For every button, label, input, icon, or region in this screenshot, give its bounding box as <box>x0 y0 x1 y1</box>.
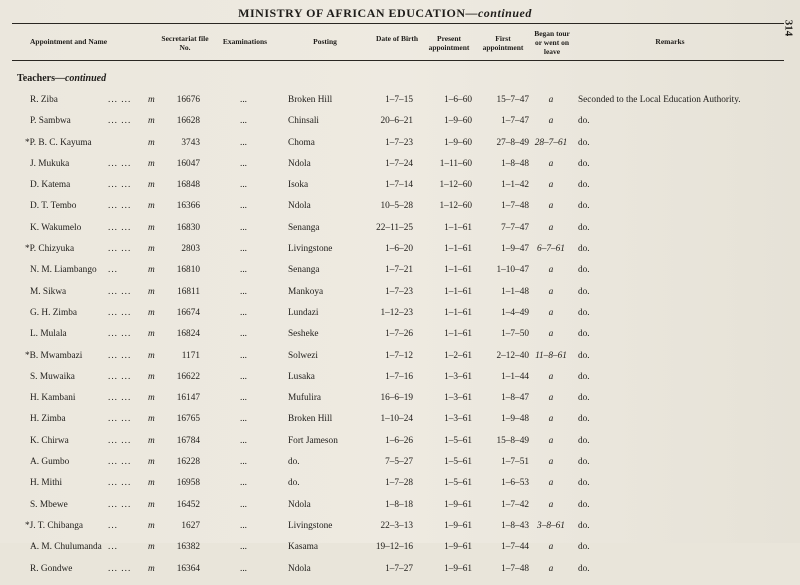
file-no-cell: 16676 <box>176 95 200 105</box>
first-appointment-cell: 1–7–42 <box>501 499 529 510</box>
remarks-cell: do. <box>578 542 590 553</box>
table-row <box>0 287 800 308</box>
leader-dots: ... ... <box>108 457 132 468</box>
remarks-cell: do. <box>578 350 590 361</box>
name-cell: M. Sikwa <box>30 286 67 297</box>
examinations-cell: ... <box>240 116 247 127</box>
table-row <box>0 564 800 585</box>
name-cell: S. Mbewe <box>30 499 68 510</box>
tour-cell: 11–8–61 <box>535 350 567 361</box>
present-appointment-cell: 1–9–61 <box>444 563 472 574</box>
file-no-cell: 2803 <box>181 244 200 255</box>
present-appointment-cell: 1–9–60 <box>444 137 472 148</box>
posting-cell: do. <box>288 457 300 468</box>
section-suffix: —continued <box>54 73 107 84</box>
table-row <box>0 457 800 478</box>
sex-cell: m <box>148 286 155 297</box>
first-appointment-cell: 1–1–48 <box>501 286 529 297</box>
dob-cell: 1–7–12 <box>385 350 413 361</box>
col-header-dob: Date of Birth <box>375 34 419 43</box>
examinations-cell: ... <box>240 222 247 233</box>
first-appointment-cell: 15–8–49 <box>496 435 529 446</box>
file-no-cell: 16147 <box>176 393 200 404</box>
sex-cell: m <box>148 95 155 105</box>
posting-cell: Broken Hill <box>288 95 333 105</box>
file-no-cell: 16958 <box>176 478 200 489</box>
posting-cell: Ndola <box>288 201 311 212</box>
posting-cell: Mufulira <box>288 393 322 404</box>
table-row <box>0 521 800 542</box>
remarks-cell: do. <box>578 499 590 510</box>
name-cell: *J. T. Chibanga <box>25 520 84 531</box>
present-appointment-cell: 1–1–61 <box>444 244 472 255</box>
table-row <box>0 329 800 350</box>
remarks-cell: do. <box>578 393 590 404</box>
remarks-cell: do. <box>578 329 590 340</box>
page-number: 314 <box>781 19 794 37</box>
present-appointment-cell: 1–5–61 <box>444 435 472 446</box>
staff-table <box>0 95 800 585</box>
remarks-cell: do. <box>578 180 590 191</box>
name-cell: *P. B. C. Kayuma <box>25 137 92 148</box>
sex-cell: m <box>148 393 155 404</box>
examinations-cell: ... <box>240 180 247 191</box>
name-cell: H. Mithi <box>30 478 63 489</box>
first-appointment-cell: 27–8–49 <box>496 137 529 148</box>
header-rule <box>12 60 784 61</box>
leader-dots: ... ... <box>108 116 132 127</box>
examinations-cell: ... <box>240 371 247 382</box>
table-row <box>0 138 800 159</box>
col-header-posting: Posting <box>313 37 337 46</box>
posting-cell: Choma <box>288 137 315 148</box>
sex-cell: m <box>148 350 155 361</box>
present-appointment-cell: 1–9–60 <box>444 116 472 127</box>
leader-dots: ... ... <box>108 286 132 297</box>
file-no-cell: 16366 <box>176 201 200 212</box>
file-no-cell: 16382 <box>176 542 200 553</box>
posting-cell: Livingstone <box>288 244 333 255</box>
examinations-cell: ... <box>240 307 247 318</box>
sex-cell: m <box>148 180 155 191</box>
table-row <box>0 116 800 137</box>
leader-dots: ... ... <box>108 478 132 489</box>
remarks-cell: do. <box>578 222 590 233</box>
posting-cell: Ndola <box>288 158 311 169</box>
table-row <box>0 542 800 563</box>
dob-cell: 1–6–26 <box>385 435 413 446</box>
col-header-examinations: Examinations <box>222 37 268 46</box>
posting-cell: Lusaka <box>288 371 315 382</box>
name-cell: *P. Chizyuka <box>25 244 75 255</box>
sex-cell: m <box>148 137 155 148</box>
table-row <box>0 180 800 201</box>
first-appointment-cell: 1–10–47 <box>496 265 529 276</box>
tour-cell: a <box>548 286 554 297</box>
name-cell: H. Zimba <box>30 414 66 425</box>
file-no-cell: 16452 <box>176 499 200 510</box>
first-appointment-cell: 1–7–50 <box>501 329 529 340</box>
tour-cell: 6–7–61 <box>537 244 565 255</box>
dob-cell: 20–6–21 <box>380 116 413 127</box>
name-cell: L. Mulala <box>30 329 67 340</box>
present-appointment-cell: 1–5–61 <box>444 478 472 489</box>
tour-cell: a <box>548 222 554 233</box>
name-cell: A. M. Chulumanda <box>30 542 102 553</box>
tour-cell: a <box>548 265 554 276</box>
table-row <box>0 223 800 244</box>
file-no-cell: 16811 <box>177 286 200 297</box>
table-row <box>0 201 800 222</box>
table-row <box>0 500 800 521</box>
examinations-cell: ... <box>240 286 247 297</box>
present-appointment-cell: 1–9–61 <box>444 520 472 531</box>
tour-cell: a <box>548 307 554 318</box>
examinations-cell: ... <box>240 350 247 361</box>
name-cell: K. Chirwa <box>30 435 69 446</box>
tour-cell: a <box>548 116 554 127</box>
table-row <box>0 308 800 329</box>
leader-dots: ... ... <box>108 95 132 105</box>
col-header-secretariat: Secretariat file No. <box>161 34 209 52</box>
examinations-cell: ... <box>240 265 247 276</box>
dob-cell: 16–6–19 <box>380 393 413 404</box>
dob-cell: 1–7–21 <box>385 265 413 276</box>
remarks-cell: do. <box>578 158 590 169</box>
first-appointment-cell: 1–7–51 <box>501 457 529 468</box>
tour-cell: 28–7–61 <box>534 137 568 148</box>
name-cell: H. Kambani <box>30 393 76 404</box>
name-cell: *B. Mwambazi <box>25 350 83 361</box>
examinations-cell: ... <box>240 499 247 510</box>
first-appointment-cell: 15–7–47 <box>496 95 529 105</box>
sex-cell: m <box>148 244 155 255</box>
first-appointment-cell: 1–7–48 <box>501 563 529 574</box>
present-appointment-cell: 1–11–60 <box>439 158 472 169</box>
file-no-cell: 16047 <box>176 158 200 169</box>
col-header-first: First appointment <box>482 34 524 52</box>
examinations-cell: ... <box>240 563 247 574</box>
dob-cell: 1–7–15 <box>385 95 413 105</box>
table-row <box>0 393 800 414</box>
first-appointment-cell: 1–1–44 <box>501 371 529 382</box>
leader-dots: ... ... <box>108 329 132 340</box>
leader-dots: ... <box>108 542 118 553</box>
remarks-cell: do. <box>578 201 590 212</box>
tour-cell: 3–8–61 <box>537 520 565 531</box>
remarks-cell: Seconded to the Local Education Authority. <box>578 95 741 105</box>
sex-cell: m <box>148 520 155 531</box>
file-no-cell: 16848 <box>176 180 200 191</box>
tour-cell: a <box>548 435 554 446</box>
dob-cell: 1–7–26 <box>385 329 413 340</box>
table-row <box>0 414 800 435</box>
name-cell: A. Gumbo <box>30 457 70 468</box>
name-cell: P. Sambwa <box>30 116 71 127</box>
first-appointment-cell: 1–6–53 <box>501 478 529 489</box>
name-cell: D. T. Tembo <box>30 201 77 212</box>
first-appointment-cell: 1–8–47 <box>501 393 529 404</box>
dob-cell: 1–12–23 <box>380 307 413 318</box>
sex-cell: m <box>148 478 155 489</box>
leader-dots: ... ... <box>108 393 132 404</box>
sex-cell: m <box>148 371 155 382</box>
examinations-cell: ... <box>240 329 247 340</box>
remarks-cell: do. <box>578 414 590 425</box>
remarks-cell: do. <box>578 520 590 531</box>
tour-cell: a <box>548 201 554 212</box>
file-no-cell: 1171 <box>181 350 200 361</box>
present-appointment-cell: 1–5–61 <box>444 457 472 468</box>
tour-cell: a <box>548 158 554 169</box>
first-appointment-cell: 1–4–49 <box>501 307 529 318</box>
present-appointment-cell: 1–1–61 <box>444 307 472 318</box>
posting-cell: Ndola <box>288 563 311 574</box>
posting-cell: Lundazi <box>288 307 319 318</box>
file-no-cell: 16674 <box>176 307 200 318</box>
present-appointment-cell: 1–3–61 <box>444 414 472 425</box>
first-appointment-cell: 1–8–48 <box>501 158 529 169</box>
remarks-cell: do. <box>578 307 590 318</box>
examinations-cell: ... <box>240 95 247 105</box>
title-text: MINISTRY OF AFRICAN EDUCATION <box>238 6 466 20</box>
first-appointment-cell: 1–7–48 <box>501 201 529 212</box>
dob-cell: 10–5–28 <box>380 201 413 212</box>
file-no-cell: 16765 <box>176 414 200 425</box>
dob-cell: 1–6–20 <box>385 244 413 255</box>
remarks-cell: do. <box>578 116 590 127</box>
table-row <box>0 95 800 116</box>
sex-cell: m <box>148 563 155 574</box>
leader-dots: ... ... <box>108 435 132 446</box>
tour-cell: a <box>548 457 554 468</box>
col-header-present: Present appointment <box>428 34 470 52</box>
examinations-cell: ... <box>240 542 247 553</box>
col-header-appointment: Appointment and Name <box>30 37 108 46</box>
table-row <box>0 159 800 180</box>
remarks-cell: do. <box>578 286 590 297</box>
tour-cell: a <box>548 180 554 191</box>
leader-dots: ... ... <box>108 414 132 425</box>
col-header-remarks: Remarks <box>655 37 685 46</box>
leader-dots: ... <box>108 265 118 276</box>
dob-cell: 1–7–23 <box>385 286 413 297</box>
tour-cell: a <box>548 499 554 510</box>
title-suffix: —continued <box>465 6 532 20</box>
remarks-cell: do. <box>578 478 590 489</box>
leader-dots: ... ... <box>108 201 132 212</box>
remarks-cell: do. <box>578 371 590 382</box>
name-cell: R. Gondwe <box>30 563 73 574</box>
remarks-cell: do. <box>578 563 590 574</box>
present-appointment-cell: 1–3–61 <box>444 393 472 404</box>
name-cell: S. Muwaika <box>30 371 75 382</box>
present-appointment-cell: 1–3–61 <box>444 371 472 382</box>
posting-cell: Broken Hill <box>288 414 333 425</box>
posting-cell: Kasama <box>288 542 318 553</box>
dob-cell: 1–7–16 <box>385 371 413 382</box>
file-no-cell: 16628 <box>176 116 200 127</box>
posting-cell: Senanga <box>288 222 320 233</box>
table-row <box>0 265 800 286</box>
posting-cell: Livingstone <box>288 520 333 531</box>
present-appointment-cell: 1–9–61 <box>444 542 472 553</box>
leader-dots: ... ... <box>108 371 132 382</box>
present-appointment-cell: 1–9–61 <box>444 499 472 510</box>
tour-cell: a <box>548 478 554 489</box>
examinations-cell: ... <box>240 244 247 255</box>
dob-cell: 22–11–25 <box>376 222 413 233</box>
first-appointment-cell: 1–1–42 <box>501 180 529 191</box>
name-cell: K. Wakumelo <box>30 222 82 233</box>
present-appointment-cell: 1–6–60 <box>444 95 472 105</box>
dob-cell: 22–3–13 <box>380 520 413 531</box>
table-row <box>0 436 800 457</box>
file-no-cell: 16622 <box>176 371 200 382</box>
sex-cell: m <box>148 158 155 169</box>
present-appointment-cell: 1–1–61 <box>444 265 472 276</box>
posting-cell: Chinsali <box>288 116 319 127</box>
file-no-cell: 16784 <box>176 435 200 446</box>
dob-cell: 1–8–18 <box>385 499 413 510</box>
leader-dots: ... ... <box>108 158 132 169</box>
name-cell: G. H. Zimba <box>30 307 77 318</box>
leader-dots: ... <box>108 520 118 531</box>
examinations-cell: ... <box>240 457 247 468</box>
tour-cell: a <box>548 414 554 425</box>
table-row <box>0 244 800 265</box>
first-appointment-cell: 1–8–43 <box>501 520 529 531</box>
sex-cell: m <box>148 201 155 212</box>
posting-cell: Sesheke <box>288 329 319 340</box>
tour-cell: a <box>548 329 554 340</box>
tour-cell: a <box>548 371 554 382</box>
table-row <box>0 478 800 499</box>
examinations-cell: ... <box>240 478 247 489</box>
remarks-cell: do. <box>578 457 590 468</box>
remarks-cell: do. <box>578 265 590 276</box>
posting-cell: Fort Jameson <box>288 435 338 446</box>
sex-cell: m <box>148 542 155 553</box>
remarks-cell: do. <box>578 244 590 255</box>
file-no-cell: 16810 <box>176 265 200 276</box>
leader-dots: ... ... <box>108 350 132 361</box>
sex-cell: m <box>148 435 155 446</box>
present-appointment-cell: 1–1–61 <box>444 222 472 233</box>
present-appointment-cell: 1–2–61 <box>444 350 472 361</box>
first-appointment-cell: 7–7–47 <box>501 222 529 233</box>
posting-cell: Solwezi <box>288 350 318 361</box>
examinations-cell: ... <box>240 520 247 531</box>
dob-cell: 1–10–24 <box>380 414 413 425</box>
name-cell: J. Mukuka <box>30 158 70 169</box>
dob-cell: 19–12–16 <box>375 542 413 553</box>
tour-cell: a <box>548 393 554 404</box>
file-no-cell: 16830 <box>176 222 200 233</box>
examinations-cell: ... <box>240 435 247 446</box>
present-appointment-cell: 1–12–60 <box>439 180 472 191</box>
leader-dots: ... ... <box>108 563 132 574</box>
dob-cell: 1–7–24 <box>385 158 413 169</box>
col-header-tour: Began tour or went on leave <box>534 29 570 56</box>
dob-cell: 1–7–27 <box>385 563 413 574</box>
dob-cell: 1–7–28 <box>385 478 413 489</box>
dob-cell: 1–7–14 <box>385 180 413 191</box>
examinations-cell: ... <box>240 414 247 425</box>
file-no-cell: 16364 <box>176 563 200 574</box>
sex-cell: m <box>148 499 155 510</box>
remarks-cell: do. <box>578 137 590 148</box>
first-appointment-cell: 1–7–47 <box>501 116 529 127</box>
examinations-cell: ... <box>240 393 247 404</box>
present-appointment-cell: 1–1–61 <box>444 329 472 340</box>
name-cell: R. Ziba <box>30 95 58 105</box>
posting-cell: Isoka <box>288 180 309 191</box>
tour-cell: a <box>548 563 554 574</box>
sex-cell: m <box>148 457 155 468</box>
name-cell: D. Katema <box>30 180 71 191</box>
posting-cell: Ndola <box>288 499 311 510</box>
first-appointment-cell: 1–9–47 <box>501 244 529 255</box>
table-row <box>0 351 800 372</box>
sex-cell: m <box>148 222 155 233</box>
dob-cell: 1–7–23 <box>385 137 413 148</box>
leader-dots: ... ... <box>108 307 132 318</box>
examinations-cell: ... <box>240 158 247 169</box>
sex-cell: m <box>148 265 155 276</box>
section-heading <box>17 73 106 84</box>
first-appointment-cell: 2–12–40 <box>496 350 529 361</box>
examinations-cell: ... <box>240 201 247 212</box>
sex-cell: m <box>148 414 155 425</box>
name-cell: N. M. Liambango <box>30 265 97 276</box>
dob-cell: 7–5–27 <box>385 457 413 468</box>
page-title <box>0 6 770 21</box>
posting-cell: do. <box>288 478 300 489</box>
table-row <box>0 372 800 393</box>
present-appointment-cell: 1–1–61 <box>444 286 472 297</box>
leader-dots: ... ... <box>108 180 132 191</box>
leader-dots: ... ... <box>108 244 132 255</box>
present-appointment-cell: 1–12–60 <box>439 201 472 212</box>
first-appointment-cell: 1–7–44 <box>501 542 529 553</box>
posting-cell: Senanga <box>288 265 320 276</box>
sex-cell: m <box>148 116 155 127</box>
posting-cell: Mankoya <box>288 286 324 297</box>
file-no-cell: 3743 <box>181 137 200 148</box>
top-rule <box>12 23 784 24</box>
first-appointment-cell: 1–9–48 <box>501 414 529 425</box>
file-no-cell: 16228 <box>176 457 200 468</box>
tour-cell: a <box>548 542 554 553</box>
examinations-cell: ... <box>240 137 247 148</box>
sex-cell: m <box>148 307 155 318</box>
file-no-cell: 1627 <box>181 520 200 531</box>
leader-dots: ... ... <box>108 222 132 233</box>
leader-dots: ... ... <box>108 499 132 510</box>
sex-cell: m <box>148 329 155 340</box>
file-no-cell: 16824 <box>176 329 200 340</box>
tour-cell: a <box>548 95 554 105</box>
section-label: Teachers <box>17 73 55 84</box>
remarks-cell: do. <box>578 435 590 446</box>
